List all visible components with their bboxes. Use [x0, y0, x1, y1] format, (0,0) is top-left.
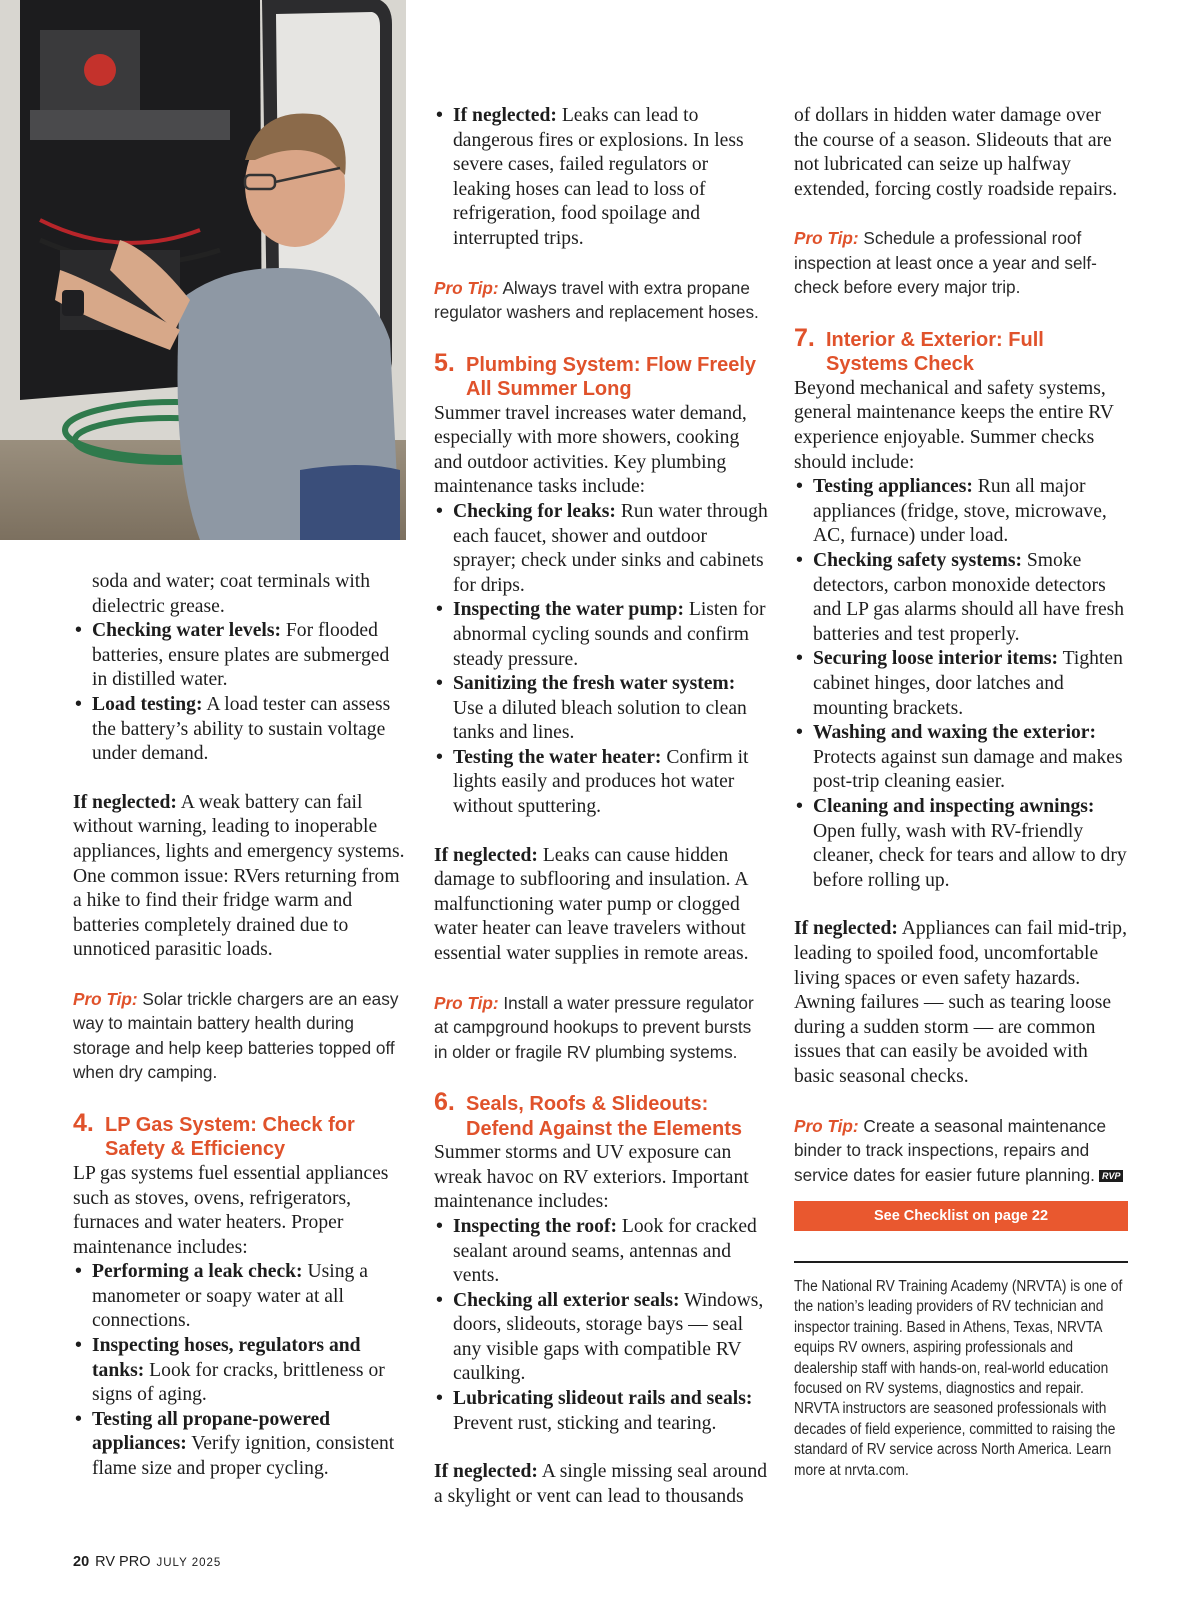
pro-tip: Pro Tip: Schedule a professional roof inspection at least once a year and self-check before every major trip. — [794, 228, 1097, 298]
list-item: • Cleaning and inspecting awnings: Open fully, wash with RV-friendly cleaner, check for tears and allow to dry before rolling up. — [794, 795, 1128, 893]
see-checklist-button[interactable]: See Checklist on page 22 — [794, 1201, 1128, 1231]
list-item: • Performing a leak check: Using a manometer or soapy water at all connections. — [73, 1260, 408, 1334]
column-2 — [434, 104, 769, 1509]
list-item: • Inspecting the water pump: Listen for abnormal cycling sounds and confirm steady pressure. — [434, 598, 769, 672]
list-item: • Lubricating slideout rails and seals: Prevent rust, sticking and tearing. — [434, 1387, 769, 1436]
if-neglected-paragraph: If neglected: Leaks can cause hidden damage to subflooring and insulation. A malfunctioning water pump or clogged water heater can leave travelers without essential water supplies in remote areas. — [434, 844, 749, 965]
list-item: • Testing appliances: Run all major appliances (fridge, stove, microwave, AC, furnace) under load. — [794, 475, 1128, 549]
list-item: • Checking all exterior seals: Windows, doors, slideouts, storage bays — seal any visible gaps with compatible RV caulking. — [434, 1289, 769, 1387]
list-item: • Load testing: A load tester can assess the battery’s ability to sustain voltage under demand. — [73, 693, 408, 767]
if-neglected-paragraph: If neglected: A weak battery can fail without warning, leading to inoperable appliances, lights and emergency systems. One common issue: RVers returning from a hike to find their fridge warm and batteries completely drained due to unnoticed parasitic loads. — [73, 791, 405, 961]
article-photo — [0, 0, 406, 540]
about-nrvta: The National RV Training Academy (NRVTA) is one of the nation’s leading providers of RV technician and inspector training. Based in Athens, Texas, NRVTA equips RV owners, aspiring professionals and dealership staff with hands-on, real-world education focused on RV systems, diagnostics and repair. NRVTA instructors are seasoned professionals with decades of field experience, committed to raising the standard of RV service across North America. Learn more at nrvta.com. — [794, 1278, 1123, 1479]
list-item: • Securing loose interior items: Tighten cabinet hinges, door latches and mounting brackets. — [794, 647, 1128, 721]
list-item: • Inspecting the roof: Look for cracked sealant around seams, antennas and vents. — [434, 1215, 769, 1289]
battery-bullet-list — [73, 570, 408, 767]
list-item: • Washing and waxing the exterior: Protects against sun damage and makes post-trip cleaning easier. — [794, 721, 1128, 795]
lp-gas-neglected-list — [434, 104, 769, 252]
lp-gas-bullet-list — [73, 1260, 408, 1481]
section-heading-plumbing: 5. Plumbing System: Flow Freely All Summer Long — [434, 348, 757, 401]
list-item: soda and water; coat terminals with dielectric grease. — [92, 571, 371, 617]
technician-at-rv-battery-icon — [0, 0, 406, 540]
issue-date: JULY 2025 — [156, 1557, 222, 1569]
continued-paragraph: of dollars in hidden water damage over the course of a season. Slideouts that are not lubricated can seize up halfway extended, forcing costly roadside repairs. — [794, 105, 1118, 200]
section-intro: Beyond mechanical and safety systems, general maintenance keeps the entire RV experience enjoyable. Summer checks should include: — [794, 377, 1114, 473]
section-intro: Summer storms and UV exposure can wreak havoc on RV exteriors. Important maintenance includes: — [434, 1142, 749, 1213]
column-3 — [794, 104, 1128, 1481]
divider — [794, 1261, 1128, 1263]
list-item: • If neglected: Leaks can lead to dangerous fires or explosions. In less severe cases, failed regulators or leaking hoses can lead to loss of refrigeration, food spoilage and interrupted trips. — [434, 104, 769, 252]
section-heading-seals-roofs: 6. Seals, Roofs & Slideouts: Defend Against the Elements — [434, 1088, 742, 1140]
page-number: 20 — [73, 1554, 90, 1570]
page-footer — [73, 1553, 221, 1571]
pro-tip: Pro Tip: Install a water pressure regulator at campground hookups to prevent bursts in older or fragile RV plumbing systems. — [434, 992, 754, 1062]
list-item: • Checking for leaks: Run water through each faucet, shower and outdoor sprayer; check under sinks and cabinets for drips. — [434, 500, 769, 598]
section-intro: Summer travel increases water demand, especially with more showers, cooking and outdoor activities. Key plumbing maintenance tasks include: — [434, 402, 747, 498]
section-intro: LP gas systems fuel essential appliances such as stoves, ovens, refrigerators, furnaces and water heaters. Proper maintenance includes: — [73, 1162, 389, 1258]
list-item: • Checking water levels: For flooded batteries, ensure plates are submerged in distilled water. — [73, 619, 408, 693]
section-heading-interior-exterior: 7. Interior & Exterior: Full Systems Check — [794, 323, 1044, 376]
pro-tip: Pro Tip: Always travel with extra propane regulator washers and replacement hoses. — [434, 277, 759, 323]
list-item: • Testing the water heater: Confirm it lights easily and produces hot water without sputtering. — [434, 746, 769, 820]
list-item: • Sanitizing the fresh water system: Use a diluted bleach solution to clean tanks and lines. — [434, 672, 769, 746]
list-item: • Testing all propane-powered appliances: Verify ignition, consistent flame size and proper cycling. — [73, 1408, 408, 1482]
pro-tip: Pro Tip: Create a seasonal maintenance binder to track inspections, repairs and service dates for easier future planning. RVP — [794, 1114, 1128, 1188]
list-item: • Checking safety systems: Smoke detectors, carbon monoxide detectors and LP gas alarms should all have fresh batteries and test properly. — [794, 549, 1128, 647]
pro-tip: Pro Tip: Solar trickle chargers are an easy way to maintain battery health during storage and help keep batteries topped off when dry camping. — [73, 988, 399, 1083]
list-item: • Inspecting hoses, regulators and tanks: Look for cracks, brittleness or signs of aging. — [73, 1334, 408, 1408]
seals-bullet-list — [434, 1215, 769, 1436]
interior-bullet-list — [794, 475, 1128, 893]
if-neglected-paragraph: If neglected: Appliances can fail mid-trip, leading to spoiled food, uncomfortable living spaces or even safety hazards. Awning failures — such as tearing loose during a sudden storm — are common issues that can easily be avoided with basic seasonal checks. — [794, 918, 1127, 1087]
plumbing-bullet-list — [434, 500, 769, 820]
magazine-name: RV PRO — [95, 1554, 151, 1570]
if-neglected-paragraph: If neglected: A single missing seal around a skylight or vent can lead to thousands — [434, 1461, 768, 1507]
rvp-end-mark-icon: RVP — [1099, 1170, 1124, 1182]
section-heading-lp-gas: 4. LP Gas System: Check for Safety & Efficiency — [73, 1108, 355, 1161]
column-1 — [73, 570, 408, 1482]
